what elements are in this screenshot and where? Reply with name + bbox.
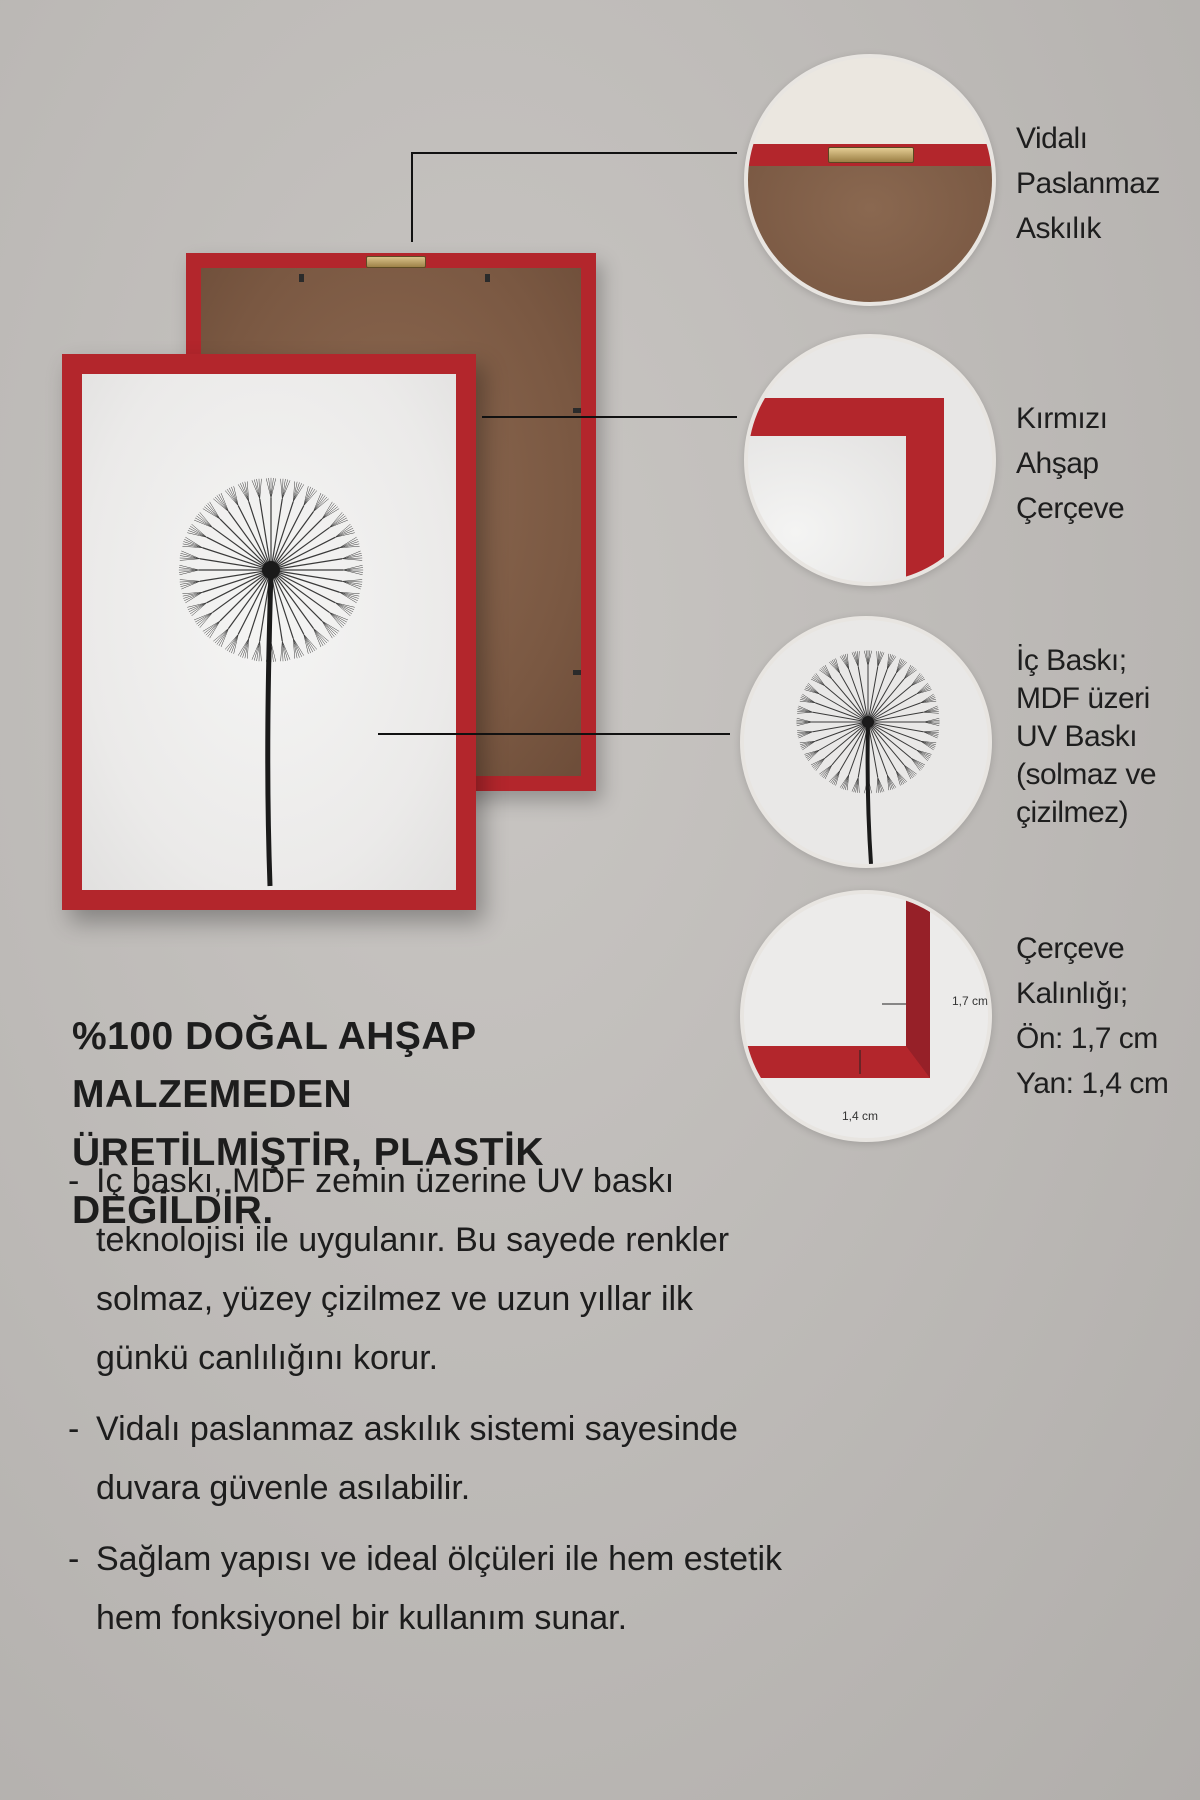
headline: %100 DOĞAL AHŞAP MALZEMEDEN ÜRETİLMİŞTİR, PLASTİK DEĞİLDİR. [72,1015,544,1232]
seed-fluff [304,489,315,506]
seed-fluff [304,634,315,651]
seed-fluff [204,621,220,633]
seed-fluff [313,499,328,512]
clip [299,274,304,282]
seed-fluff [858,777,859,793]
seed-ray [213,570,271,612]
seed-fluff [868,650,870,666]
frame-corner-circle [744,334,996,586]
seed-fluff [271,478,273,498]
seed-fluff [213,628,228,641]
clip [573,408,581,413]
seed-fluff [179,568,199,570]
frame-annotation: Kırmızı Ahşap Çerçeve [1016,402,1125,525]
seed-fluff [329,512,342,527]
seed-fluff [304,634,311,653]
seed-fluff [924,718,939,722]
seed-fluff [179,570,199,575]
seed-fluff [204,507,220,519]
seed-fluff [181,551,200,559]
seed-fluff [282,641,290,660]
front-dimension-label: 1,7 cm [952,994,988,1008]
seed-fluff [281,641,283,661]
seed-fluff [852,777,858,791]
seed-fluff [797,731,813,732]
seed-fluff [180,559,200,561]
seed-fluff [342,551,361,559]
seed-fluff [269,478,271,498]
thickness-circle [740,890,992,1142]
seed-fluff [322,621,338,633]
seed-fluff [877,777,878,793]
seed-fluff [190,526,207,537]
connector-line [411,152,737,154]
thickness-diagram [744,894,988,1138]
seed-fluff [227,489,238,506]
seed-fluff [796,722,812,724]
seed-fluff [797,718,812,722]
seed-fluff [260,479,262,499]
seed-fluff [329,612,342,627]
seed-fluff [335,603,354,610]
seed-fluff [923,712,939,713]
seed-ray [271,512,313,570]
seed-fluff [343,565,363,570]
hanger-icon [828,147,914,163]
seed-fluff [188,603,207,610]
seed-fluff [181,581,200,589]
seed-fluff [878,652,884,666]
seed-fluff [271,478,276,498]
seed-fluff [179,570,199,572]
seed-fluff [335,603,352,614]
seed-fluff [343,570,363,575]
seed-fluff [343,570,363,572]
seed-fluff [322,507,338,519]
list-item: - Vidalı paslanmaz askılık sistemi sayesinde duvara güvenle asılabilir. [68,1410,738,1507]
seed-fluff [180,580,200,582]
seed-ray [220,519,271,570]
seed-fluff [796,720,812,722]
seed-fluff [878,777,884,791]
thickness-annotation: Çerçeve Kalınlığı; Ön: 1,7 cm Yan: 1,4 cm [1016,932,1169,1100]
seed-fluff [208,621,220,637]
seed-fluff [252,480,260,499]
seed-ray [271,519,322,570]
seed-fluff [342,580,362,582]
dandelion-illustration [82,374,456,890]
seed-fluff [335,530,354,537]
connector-line [482,416,737,418]
connector-line [411,152,413,242]
seed-fluff [852,652,858,666]
sawtooth-hanger [366,256,426,268]
seed-ray [271,570,313,628]
dandelion-icon [744,620,988,864]
seed-fluff [797,712,813,713]
seed-fluff [858,651,859,667]
seed-fluff [252,641,260,660]
seed-fluff [227,634,238,651]
print-annotation: İç Baskı; MDF üzeri UV Baskı (solmaz ve çizilmez) [1016,644,1157,829]
seed-fluff [864,651,868,666]
seed-fluff [924,720,940,722]
seed-fluff [322,621,334,637]
seed-fluff [188,530,207,537]
seed-fluff [924,722,940,724]
seed-fluff [200,612,213,627]
seed-fluff [923,732,937,738]
seed-fluff [877,651,878,667]
list-item: - İç baskı, MDF zemin üzerine UV baskı teknolojisi ile uygulanır. Bu sayede renkler solmaz, yüzey çizilmez ve uzun yıllar ilk günkü canlılığını korur. [68,1162,730,1377]
seed-ray [271,570,322,621]
print-detail-circle [740,616,992,868]
connector-line [378,733,730,735]
seed-fluff [868,651,872,666]
seed-fluff [266,478,271,498]
seed-ray [213,528,271,570]
seed-fluff [231,634,238,653]
seed-fluff [923,731,939,732]
seed-ray [229,570,271,628]
seed-fluff [866,650,868,666]
seed-ray [229,512,271,570]
seed-fluff [200,512,213,527]
seed-fluff [797,722,812,726]
seed-fluff [343,568,363,570]
seed-fluff [335,526,352,537]
side-dimension-label: 1,4 cm [842,1109,879,1123]
seed-fluff [231,487,238,506]
dandelion-print [82,374,456,890]
hanger-annotation: Vidalı Paslanmaz Askılık [1016,122,1160,245]
seed-fluff [260,641,262,661]
seed-fluff [271,642,276,662]
seed-fluff [282,480,290,499]
list-item: - Sağlam yapısı ve ideal ölçüleri ile hem estetik hem fonksiyonel bir kullanım sunar. [68,1540,782,1637]
seed-fluff [179,565,199,570]
seed-fluff [313,628,328,641]
seed-fluff [924,722,939,726]
seed-ray [271,570,329,612]
frame-front-view [62,354,476,910]
seed-ray [220,570,271,621]
seed-fluff [322,503,334,519]
seed-fluff [281,479,283,499]
seed-fluff [798,706,812,712]
hanger-detail-circle [744,54,996,306]
seed-fluff [304,487,311,506]
feature-list [66,1152,786,1660]
seed-fluff [798,732,812,738]
seed-fluff [342,559,362,561]
seed-fluff [213,499,228,512]
seed-fluff [190,603,207,614]
seed-fluff [342,581,361,589]
clip [573,670,581,675]
clip [485,274,490,282]
seed-fluff [208,503,220,519]
seed-ray [271,528,329,570]
seed-fluff [923,706,937,712]
